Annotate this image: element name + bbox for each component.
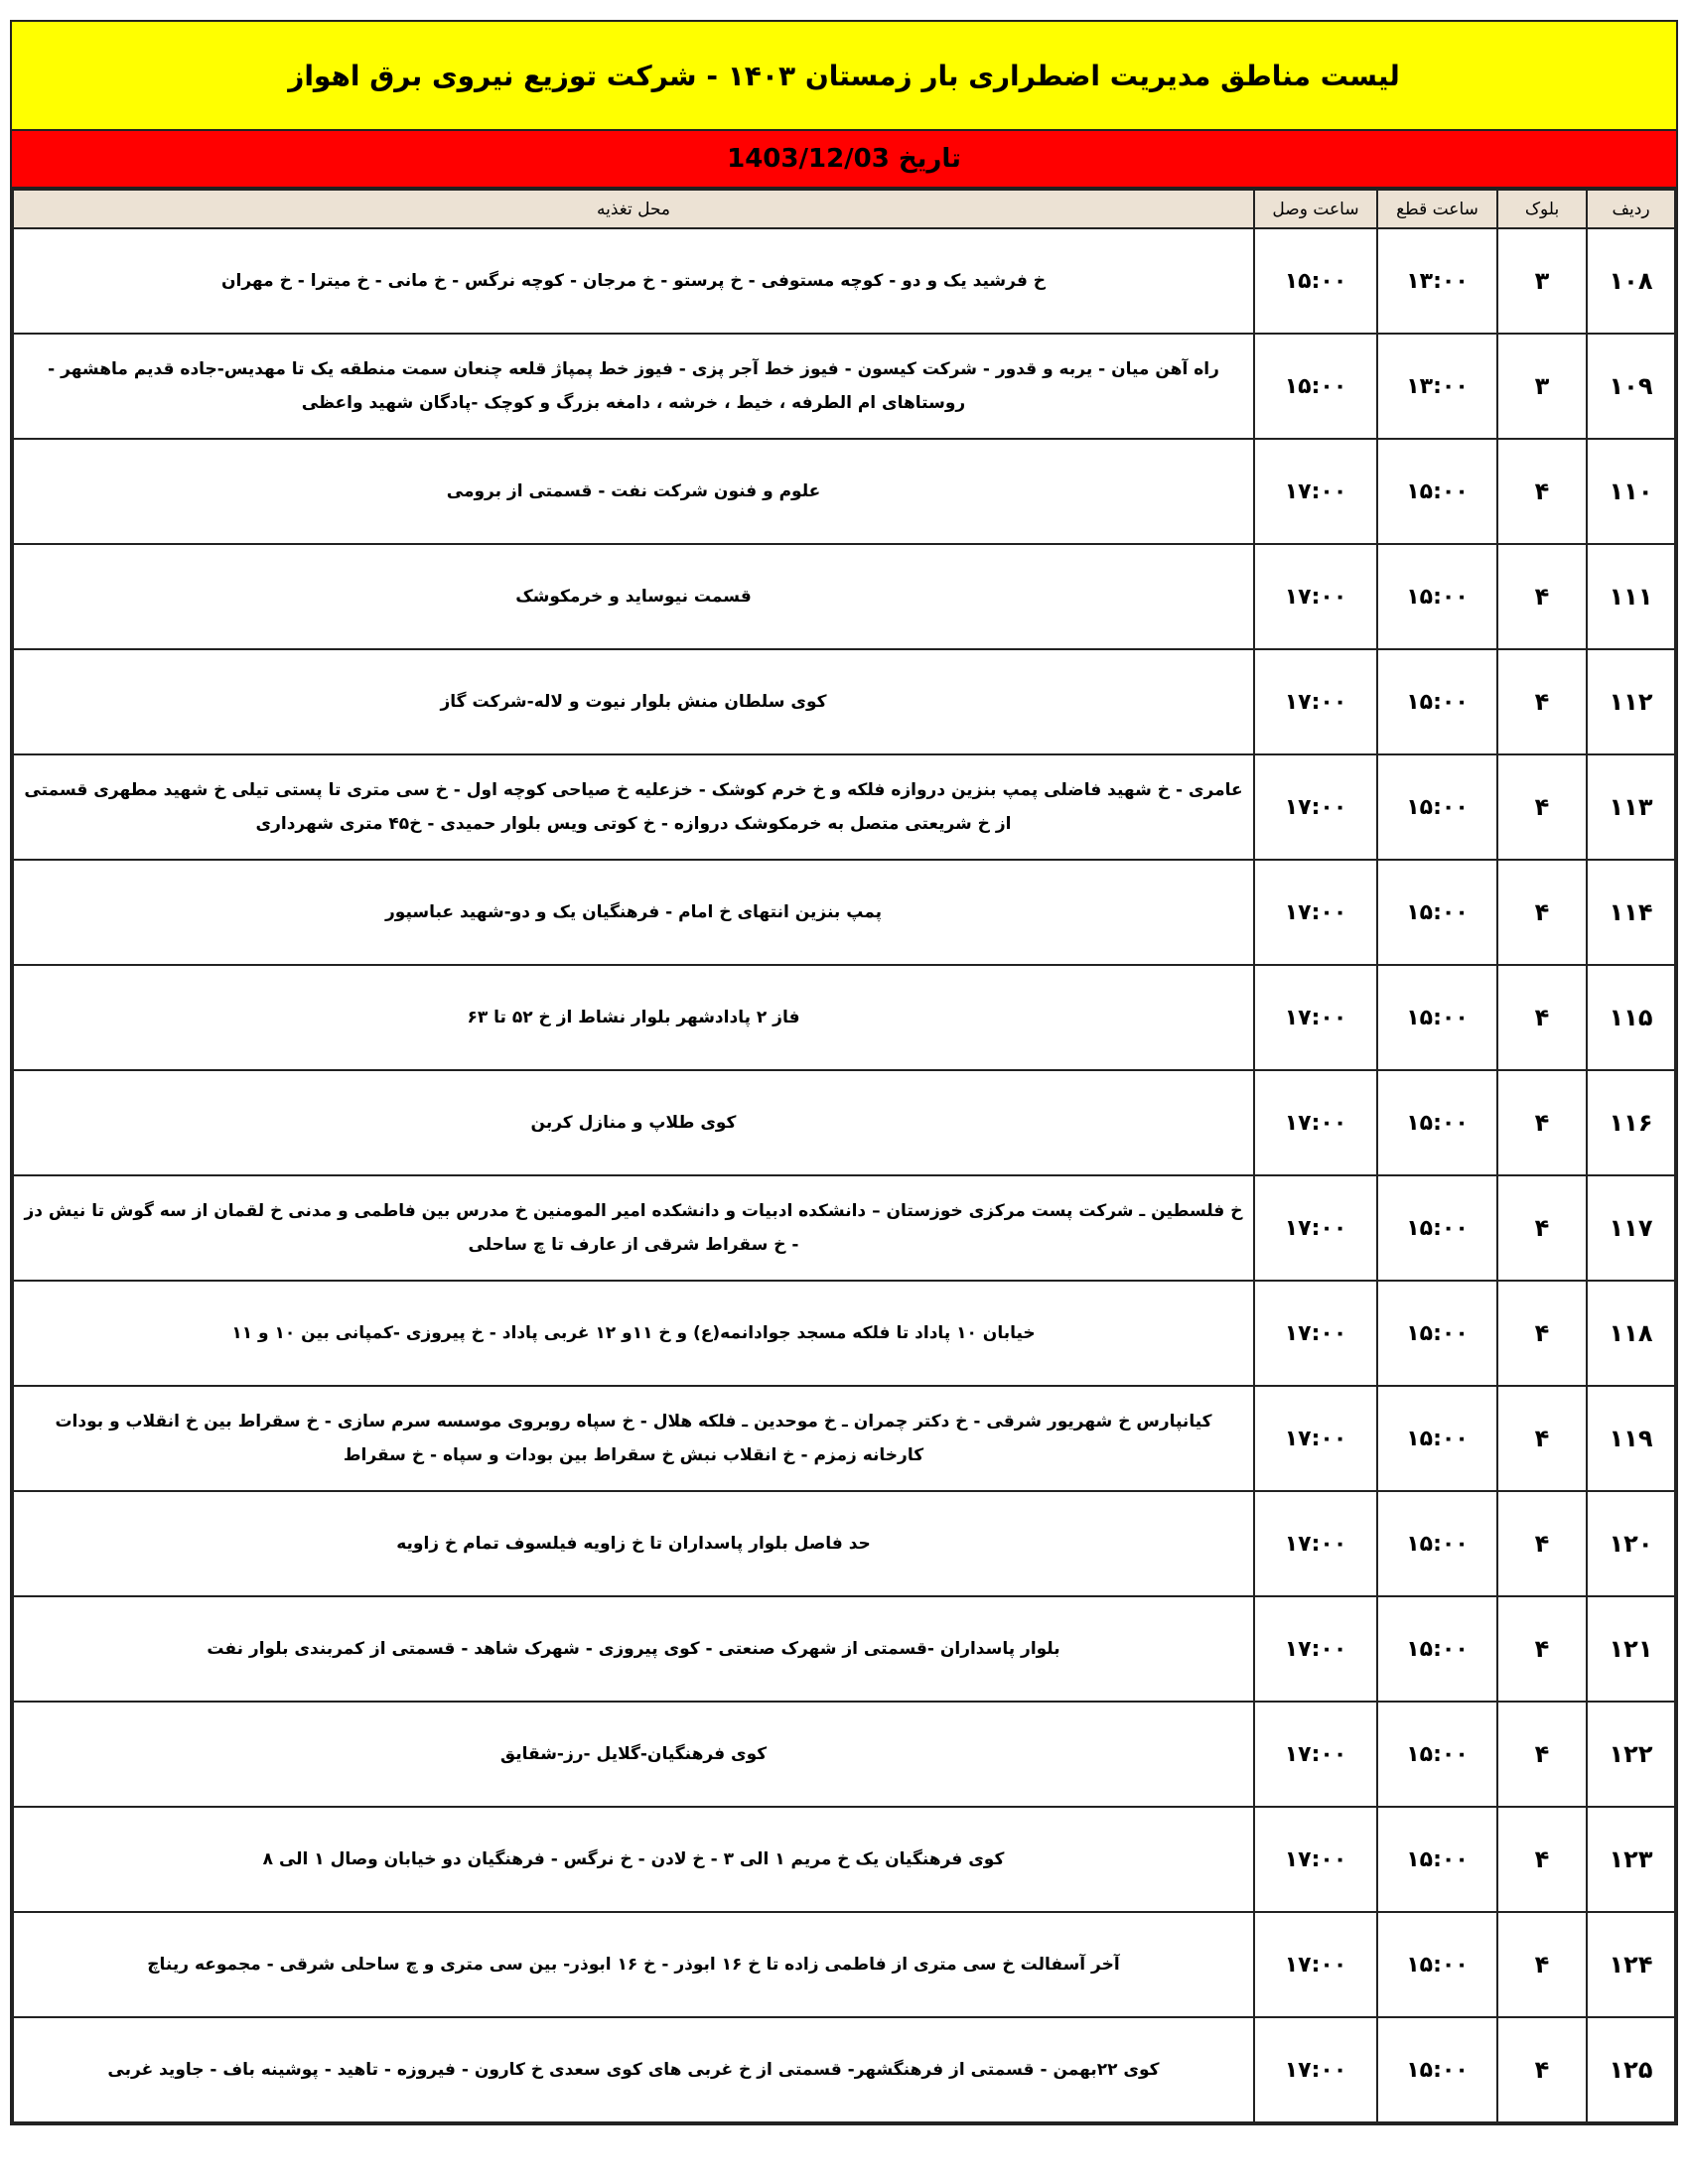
cell-cut-time: ۱۵:۰۰ <box>1377 1070 1497 1175</box>
cell-block: ۴ <box>1497 860 1587 965</box>
table-row <box>13 1281 1675 1386</box>
cell-block: ۴ <box>1497 544 1587 649</box>
cell-row-number: ۱۱۱ <box>1587 544 1675 649</box>
cell-location: راه آهن میان - یربه و قدور - شرکت کیسون - فیوز خط آجر پزی - فیوز خط پمپاژ قلعه چنعان سمت منطقه یک تا مهدیس-جاده قدیم ماهشهر - روستاهای ام الطرفه ، خیط ، خرشه ، دامغه بزرگ و کوچک -پادگان شهید واعظی <box>13 334 1254 439</box>
cell-block: ۴ <box>1497 1070 1587 1175</box>
cell-location: حد فاصل بلوار پاسداران تا خ زاویه فیلسوف تمام خ زاویه <box>13 1491 1254 1596</box>
table-row <box>13 1807 1675 1912</box>
cell-row-number: ۱۱۳ <box>1587 754 1675 860</box>
cell-row-number: ۱۱۹ <box>1587 1386 1675 1491</box>
cell-block: ۴ <box>1497 1807 1587 1912</box>
table-row <box>13 754 1675 860</box>
table-row <box>13 1702 1675 1807</box>
cell-row-number: ۱۰۹ <box>1587 334 1675 439</box>
schedule-sheet <box>10 20 1678 2125</box>
cell-block: ۴ <box>1497 754 1587 860</box>
cell-connect-time: ۱۷:۰۰ <box>1254 1491 1377 1596</box>
table-row <box>13 1491 1675 1596</box>
cell-cut-time: ۱۵:۰۰ <box>1377 860 1497 965</box>
cell-cut-time: ۱۳:۰۰ <box>1377 228 1497 334</box>
cell-row-number: ۱۱۷ <box>1587 1175 1675 1281</box>
cell-row-number: ۱۰۸ <box>1587 228 1675 334</box>
outage-table <box>12 189 1676 2123</box>
cell-block: ۴ <box>1497 1912 1587 2017</box>
cell-cut-time: ۱۵:۰۰ <box>1377 1807 1497 1912</box>
cell-cut-time: ۱۵:۰۰ <box>1377 544 1497 649</box>
cell-location: عامری - خ شهید فاضلی پمپ بنزین دروازه فلکه و خ خرم کوشک - خزعلیه خ صیاحی کوچه اول - خ سی متری تا پستی تیلی خ شهید مطهری قسمتی از خ شریعتی متصل به خرمکوشک دروازه - خ کوتی ویس بلوار حمیدی - خ۴۵ متری شهرداری <box>13 754 1254 860</box>
table-row <box>13 2017 1675 2122</box>
cell-row-number: ۱۲۴ <box>1587 1912 1675 2017</box>
cell-row-number: ۱۱۲ <box>1587 649 1675 754</box>
cell-location: خیابان ۱۰ پاداد تا فلکه مسجد جوادانمه(ع) و خ ۱۱و ۱۲ غربی پاداد - خ پیروزی -کمپانی بین ۱۰ و ۱۱ <box>13 1281 1254 1386</box>
header-cut-time: ساعت قطع <box>1377 190 1497 228</box>
cell-cut-time: ۱۵:۰۰ <box>1377 754 1497 860</box>
cell-block: ۴ <box>1497 1386 1587 1491</box>
cell-connect-time: ۱۷:۰۰ <box>1254 649 1377 754</box>
cell-block: ۳ <box>1497 228 1587 334</box>
table-header-row <box>13 190 1675 228</box>
cell-connect-time: ۱۷:۰۰ <box>1254 1807 1377 1912</box>
table-row <box>13 860 1675 965</box>
cell-cut-time: ۱۵:۰۰ <box>1377 1175 1497 1281</box>
cell-row-number: ۱۲۳ <box>1587 1807 1675 1912</box>
table-row <box>13 1175 1675 1281</box>
cell-location: کوی طلاپ و منازل کربن <box>13 1070 1254 1175</box>
cell-location: پمپ بنزین انتهای خ امام - فرهنگیان یک و دو-شهید عباسپور <box>13 860 1254 965</box>
cell-connect-time: ۱۵:۰۰ <box>1254 228 1377 334</box>
cell-location: علوم و فنون شرکت نفت - قسمتی از برومی <box>13 439 1254 544</box>
cell-cut-time: ۱۵:۰۰ <box>1377 1491 1497 1596</box>
cell-block: ۴ <box>1497 1491 1587 1596</box>
cell-location: آخر آسفالت خ سی متری از فاطمی زاده تا خ ۱۶ ابوذر - خ ۱۶ ابوذر- بین سی متری و چ ساحلی شرقی - مجموعه ریناچ <box>13 1912 1254 2017</box>
cell-block: ۴ <box>1497 1702 1587 1807</box>
cell-cut-time: ۱۵:۰۰ <box>1377 1281 1497 1386</box>
table-row <box>13 1386 1675 1491</box>
cell-block: ۴ <box>1497 1596 1587 1702</box>
cell-connect-time: ۱۷:۰۰ <box>1254 2017 1377 2122</box>
cell-block: ۴ <box>1497 2017 1587 2122</box>
cell-cut-time: ۱۵:۰۰ <box>1377 1596 1497 1702</box>
cell-cut-time: ۱۵:۰۰ <box>1377 1912 1497 2017</box>
cell-block: ۴ <box>1497 649 1587 754</box>
cell-cut-time: ۱۵:۰۰ <box>1377 1702 1497 1807</box>
cell-connect-time: ۱۷:۰۰ <box>1254 754 1377 860</box>
cell-cut-time: ۱۳:۰۰ <box>1377 334 1497 439</box>
cell-row-number: ۱۱۴ <box>1587 860 1675 965</box>
cell-connect-time: ۱۷:۰۰ <box>1254 544 1377 649</box>
cell-location: خ فلسطین ـ شرکت پست مرکزی خوزستان – دانشکده ادبیات و دانشکده امیر المومنین خ مدرس بین فاطمی و مدنی خ لقمان از سه گوش تا نیش دز - خ سقراط شرقی از عارف تا چ ساحلی <box>13 1175 1254 1281</box>
page-title: لیست مناطق مدیریت اضطراری بار زمستان ۱۴۰۳ - شرکت توزیع نیروی برق اهواز <box>12 22 1676 131</box>
cell-connect-time: ۱۷:۰۰ <box>1254 965 1377 1070</box>
cell-connect-time: ۱۷:۰۰ <box>1254 860 1377 965</box>
cell-location: کیانپارس خ شهریور شرقی - خ دکتر چمران ـ خ موحدین ـ فلکه هلال - خ سپاه روبروی موسسه سرم سازی - خ سقراط بین خ انقلاب و بودات کارخانه زمزم - خ انقلاب نبش خ سقراط بین بودات و سپاه - خ سقراط <box>13 1386 1254 1491</box>
cell-connect-time: ۱۷:۰۰ <box>1254 1702 1377 1807</box>
date-banner: تاریخ 1403/12/03 <box>12 131 1676 189</box>
cell-location: خ فرشید یک و دو - کوچه مستوفی - خ پرستو - خ مرجان - کوچه نرگس - خ مانی - خ میترا - خ مهران <box>13 228 1254 334</box>
cell-connect-time: ۱۷:۰۰ <box>1254 1596 1377 1702</box>
cell-block: ۴ <box>1497 1175 1587 1281</box>
cell-cut-time: ۱۵:۰۰ <box>1377 1386 1497 1491</box>
cell-location: قسمت نیوساید و خرمکوشک <box>13 544 1254 649</box>
cell-location: کوی سلطان منش بلوار نیوت و لاله-شرکت گاز <box>13 649 1254 754</box>
cell-connect-time: ۱۷:۰۰ <box>1254 1281 1377 1386</box>
header-connect-time: ساعت وصل <box>1254 190 1377 228</box>
table-row <box>13 965 1675 1070</box>
cell-cut-time: ۱۵:۰۰ <box>1377 439 1497 544</box>
table-row <box>13 649 1675 754</box>
cell-block: ۳ <box>1497 334 1587 439</box>
cell-location: کوی ۲۲بهمن - قسمتی از فرهنگشهر- قسمتی از خ غربی های کوی سعدی خ کارون - فیروزه - تاهید - پوشینه باف - جاوید غربی <box>13 2017 1254 2122</box>
cell-row-number: ۱۱۰ <box>1587 439 1675 544</box>
cell-row-number: ۱۲۲ <box>1587 1702 1675 1807</box>
cell-connect-time: ۱۷:۰۰ <box>1254 1386 1377 1491</box>
cell-row-number: ۱۱۸ <box>1587 1281 1675 1386</box>
cell-row-number: ۱۱۶ <box>1587 1070 1675 1175</box>
cell-cut-time: ۱۵:۰۰ <box>1377 965 1497 1070</box>
header-row-number: ردیف <box>1587 190 1675 228</box>
cell-block: ۴ <box>1497 1281 1587 1386</box>
cell-location: فاز ۲ پادادشهر بلوار نشاط از خ ۵۲ تا ۶۳ <box>13 965 1254 1070</box>
cell-row-number: ۱۲۱ <box>1587 1596 1675 1702</box>
cell-location: کوی فرهنگیان-گلایل -رز-شقایق <box>13 1702 1254 1807</box>
table-row <box>13 334 1675 439</box>
cell-connect-time: ۱۷:۰۰ <box>1254 1912 1377 2017</box>
cell-connect-time: ۱۵:۰۰ <box>1254 334 1377 439</box>
cell-cut-time: ۱۵:۰۰ <box>1377 649 1497 754</box>
cell-block: ۴ <box>1497 439 1587 544</box>
table-row <box>13 1070 1675 1175</box>
table-row <box>13 544 1675 649</box>
cell-row-number: ۱۱۵ <box>1587 965 1675 1070</box>
cell-block: ۴ <box>1497 965 1587 1070</box>
cell-location: کوی فرهنگیان یک خ مریم ۱ الی ۳ - خ لادن - خ نرگس - فرهنگیان دو خیابان وصال ۱ الی ۸ <box>13 1807 1254 1912</box>
cell-connect-time: ۱۷:۰۰ <box>1254 1175 1377 1281</box>
header-block: بلوک <box>1497 190 1587 228</box>
cell-connect-time: ۱۷:۰۰ <box>1254 439 1377 544</box>
cell-location: بلوار پاسداران -قسمتی از شهرک صنعتی - کوی پیروزی - شهرک شاهد - قسمتی از کمربندی بلوار نفت <box>13 1596 1254 1702</box>
header-location: محل تغذیه <box>13 190 1254 228</box>
cell-row-number: ۱۲۵ <box>1587 2017 1675 2122</box>
table-row <box>13 439 1675 544</box>
cell-cut-time: ۱۵:۰۰ <box>1377 2017 1497 2122</box>
cell-connect-time: ۱۷:۰۰ <box>1254 1070 1377 1175</box>
cell-row-number: ۱۲۰ <box>1587 1491 1675 1596</box>
table-row <box>13 1912 1675 2017</box>
table-row <box>13 228 1675 334</box>
table-row <box>13 1596 1675 1702</box>
